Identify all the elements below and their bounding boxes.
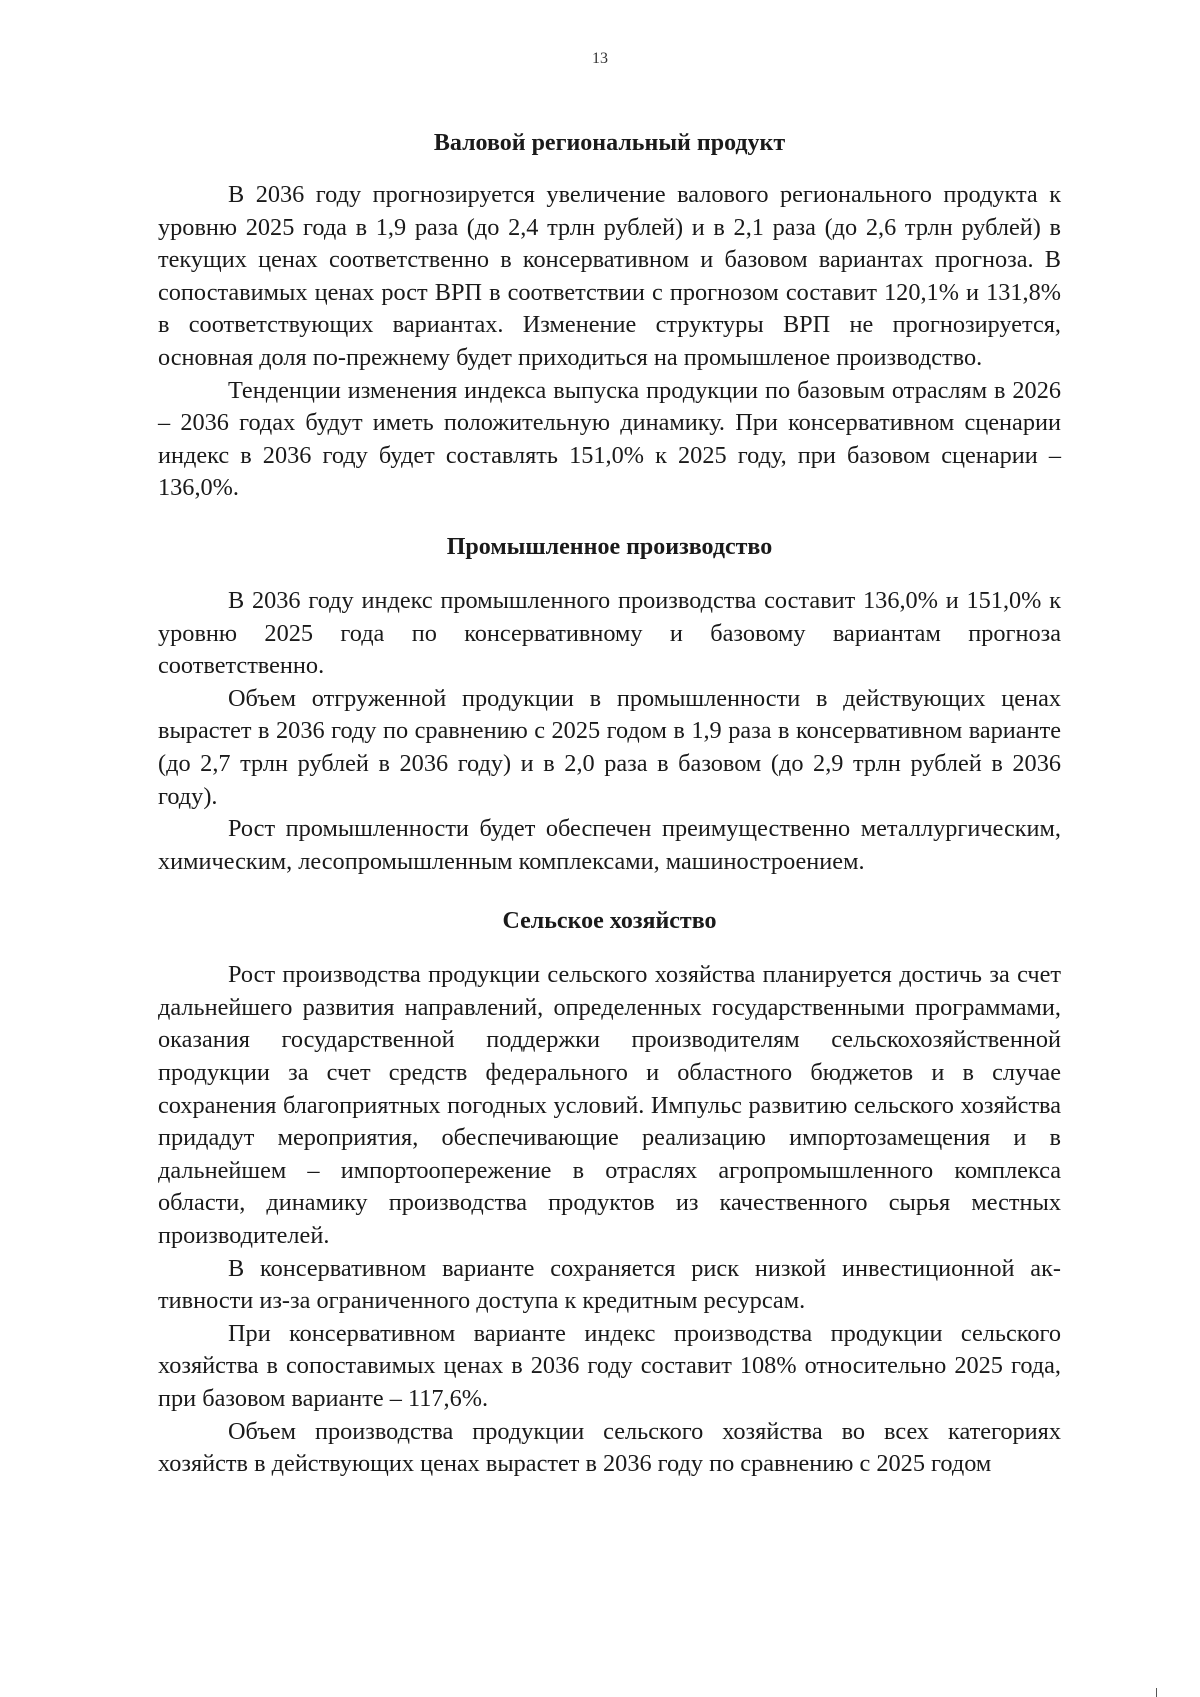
- section-title-grp: Валовой региональный продукт: [433, 130, 786, 156]
- paragraph: В 2036 году прогнозируется увеличение валового регионального продукта к уровню 2025 года в 1,9 раза (до 2,4 трлн рублей) и в 2,1 раза (до 2,6 трлн рублей) в текущих ценах соответственно в консервативном и базовом вариантах прогноза. В сопоставимых ценах рост ВРП в соответствии с прогнозом составит 120,1% и 131,8% в соответствующих вариантах. Изменение структуры ВРП не прогнозируется, основная доля по-прежнему будет приходиться на промышленое производство.: [158, 181, 1061, 371]
- paragraph: Рост производства продукции сельского хозяйства планируется достичь за счет дальнейшего развития направлений, определенных государственными программами, оказания государственной поддержки производителям сельскохозяйственной продукции за счет средств федерального и областного бюджетов и в случае сохранения благоприятных погодных условий. Импульс развитию сельского хозяйства придадут мероприятия, обеспечивающие реализацию импортозамещения и в дальнейшем – импортоопережение в отраслях агропромышленного комплекса области, динамику производства продуктов из качественного сырья местных производителей.: [158, 961, 1061, 1250]
- page-number: 13: [592, 50, 608, 67]
- section-title-agriculture: Сельское хозяйство: [502, 908, 717, 935]
- paragraph: В консервативном варианте сохраняется риск низкой инвестиционной активности из-за ограниченного доступа к кредитным ресурсам.: [158, 1254, 1061, 1315]
- paragraph: Тенденции изменения индекса выпуска продукции по базовым отраслям в 2026 – 2036 годах будут иметь положительную динамику. При консервативном сценарии индекс в 2036 году будет составлять 151,0% к 2025 году, при базовом сценарии – 136,0%.: [158, 376, 1061, 502]
- section-title-industry: Промышленное производство: [446, 533, 773, 560]
- paragraph: В 2036 году индекс промышленного производства составит 136,0% и 151,0% к уровню 2025 года по консервативному и базовому вариантам прогноза соответственно.: [158, 586, 1061, 680]
- paragraph: Объем производства продукции сельского хозяйства во всех категориях хозяйств в действующих ценах вырастет в 2036 году по сравнению с 2025 годом: [158, 1417, 1061, 1478]
- paragraph: Рост промышленности будет обеспечен преимущественно металлургическим, химическим, лесопромышленным комплексами, машиностроением.: [158, 815, 1061, 875]
- page-content: [158, 118, 1061, 1481]
- paragraph: При консервативном варианте индекс производства продукции сельского хозяйства в сопоставимых ценах в 2036 году составит 108% относительно 2025 года, при базовом варианте – 117,6%.: [158, 1319, 1061, 1412]
- scan-mark: [1156, 1688, 1157, 1697]
- paragraph: Объем отгруженной продукции в промышленности в действующих ценах вырастет в 2036 году по сравнению с 2025 годом в 1,9 раза в консервативном варианте (до 2,7 трлн рублей в 2036 году) и в 2,0 раза в базовом (до 2,9 трлн рублей в 2036 году).: [158, 684, 1061, 810]
